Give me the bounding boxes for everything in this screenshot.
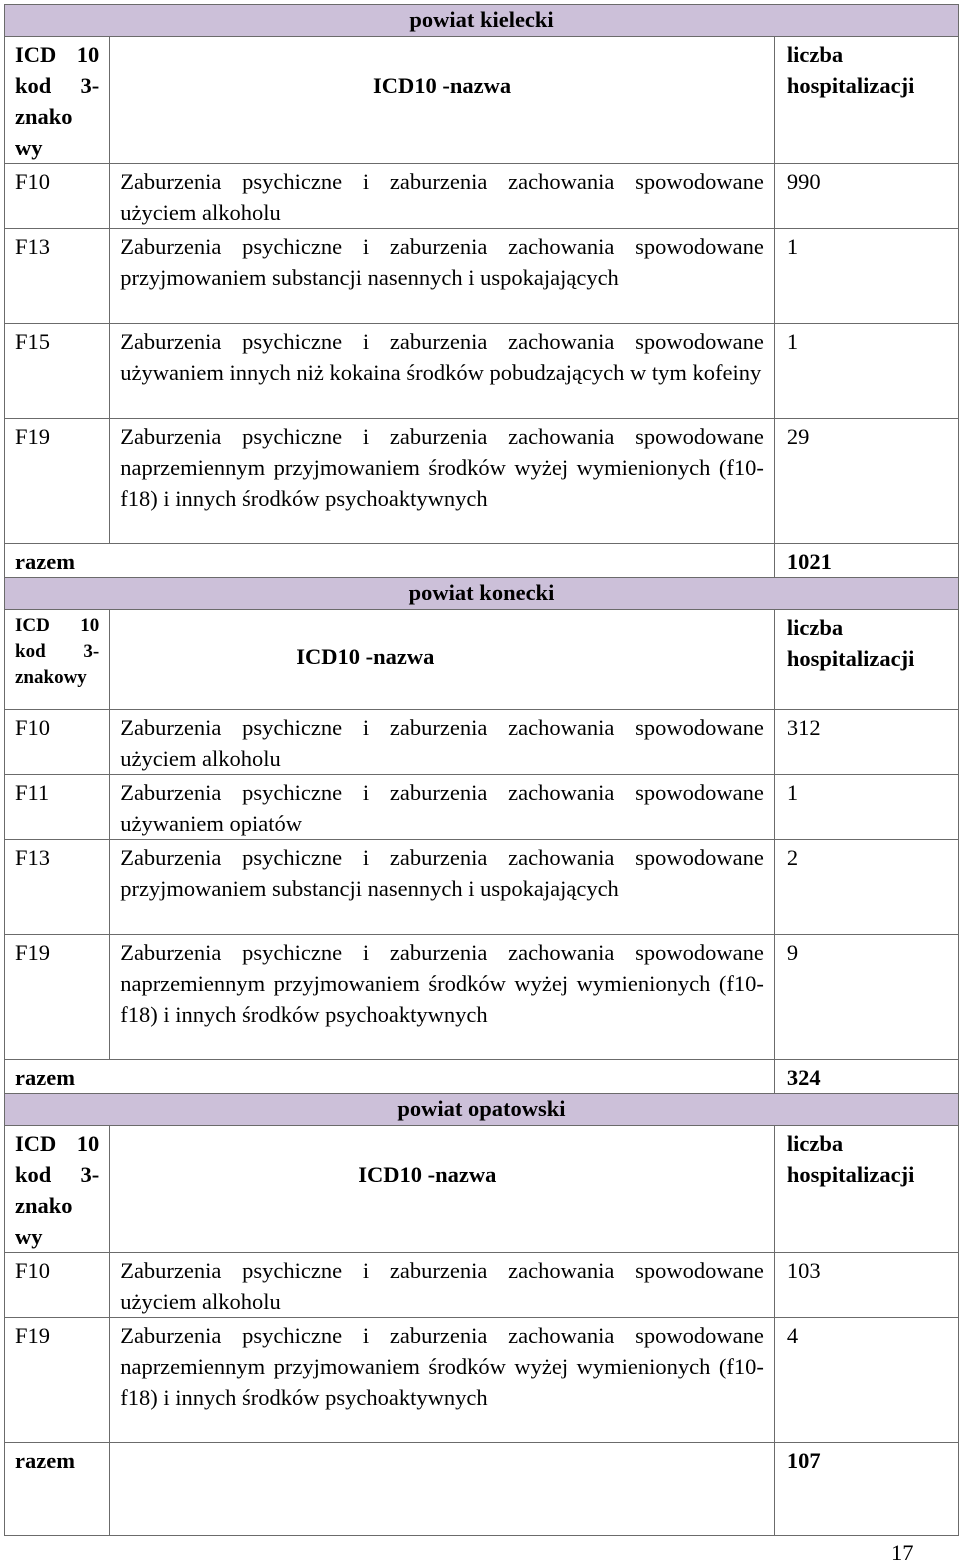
icd-code: F10 — [5, 164, 110, 229]
header-row — [5, 37, 959, 164]
hospitalization-count: 29 — [774, 419, 958, 544]
header-name: ICD10 -nazwa — [110, 37, 775, 164]
header-count: liczba hospitalizacji — [774, 610, 958, 710]
header-count: liczba hospitalizacji — [774, 37, 958, 164]
hospitalization-count: 9 — [774, 935, 958, 1060]
table-row — [5, 1318, 959, 1443]
section-title-row — [5, 578, 959, 610]
icd-code: F19 — [5, 1318, 110, 1443]
header-name: ICD10 -nazwa — [110, 1126, 775, 1253]
section-title-row — [5, 5, 959, 37]
document-page — [4, 4, 959, 1536]
hospitalization-count: 4 — [774, 1318, 958, 1443]
icd-code: F13 — [5, 840, 110, 935]
icd-code: F11 — [5, 775, 110, 840]
icd-code: F15 — [5, 324, 110, 419]
icd-name: Zaburzenia psychiczne i zaburzenia zachowania spowodowane używaniem innych niż kokaina środków pobudzających w tym kofeiny — [110, 324, 775, 419]
hospitalization-count: 1 — [774, 229, 958, 324]
total-spacer — [110, 1443, 775, 1536]
icd-name: Zaburzenia psychiczne i zaburzenia zachowania spowodowane naprzemiennym przyjmowaniem środków wyżej wymienionych (f10-f18) i innych środków psychoaktywnych — [110, 419, 775, 544]
hospitalization-count: 1 — [774, 324, 958, 419]
total-label: razem — [5, 1060, 775, 1094]
icd-name: Zaburzenia psychiczne i zaburzenia zachowania spowodowane użyciem alkoholu — [110, 710, 775, 775]
total-value: 324 — [774, 1060, 958, 1094]
icd-code: F19 — [5, 935, 110, 1060]
header-name: ICD10 -nazwa — [110, 610, 775, 710]
header-row — [5, 610, 959, 710]
section-title: powiat opatowski — [5, 1094, 959, 1126]
hospitalization-count: 2 — [774, 840, 958, 935]
icd-name: Zaburzenia psychiczne i zaburzenia zachowania spowodowane przyjmowaniem substancji nasennych i uspokajających — [110, 840, 775, 935]
icd-code: F10 — [5, 1253, 110, 1318]
icd-code: F13 — [5, 229, 110, 324]
page-number: 17 — [891, 1540, 914, 1565]
total-label: razem — [5, 1443, 110, 1536]
hospitalization-count: 103 — [774, 1253, 958, 1318]
header-code: ICD 10 kod 3-znako wy — [5, 1126, 110, 1253]
total-label: razem — [5, 544, 775, 578]
hospitalization-count: 1 — [774, 775, 958, 840]
icd-name: Zaburzenia psychiczne i zaburzenia zachowania spowodowane używaniem opiatów — [110, 775, 775, 840]
table-row — [5, 419, 959, 544]
total-row — [5, 1060, 959, 1094]
section-title-row — [5, 1094, 959, 1126]
icd-name: Zaburzenia psychiczne i zaburzenia zachowania spowodowane naprzemiennym przyjmowaniem środków wyżej wymienionych (f10-f18) i innych środków psychoaktywnych — [110, 935, 775, 1060]
icd-name: Zaburzenia psychiczne i zaburzenia zachowania spowodowane użyciem alkoholu — [110, 1253, 775, 1318]
table-row — [5, 840, 959, 935]
section-title: powiat konecki — [5, 578, 959, 610]
icd-name: Zaburzenia psychiczne i zaburzenia zachowania spowodowane przyjmowaniem substancji nasennych i uspokajających — [110, 229, 775, 324]
table-row — [5, 775, 959, 840]
table-row — [5, 1253, 959, 1318]
header-count: liczba hospitalizacji — [774, 1126, 958, 1253]
icd-code: F19 — [5, 419, 110, 544]
icd-code: F10 — [5, 710, 110, 775]
header-code: ICD 10 kod 3-znako wy — [5, 37, 110, 164]
hospitalization-count: 312 — [774, 710, 958, 775]
header-row — [5, 1126, 959, 1253]
header-code: ICD 10 kod 3-znakowy — [5, 610, 110, 710]
table-row — [5, 324, 959, 419]
section-title: powiat kielecki — [5, 5, 959, 37]
total-row — [5, 1443, 959, 1536]
icd-name: Zaburzenia psychiczne i zaburzenia zachowania spowodowane użyciem alkoholu — [110, 164, 775, 229]
hospitalization-count: 990 — [774, 164, 958, 229]
table-row — [5, 710, 959, 775]
total-value: 1021 — [774, 544, 958, 578]
table-row — [5, 164, 959, 229]
table-row — [5, 229, 959, 324]
total-value: 107 — [774, 1443, 958, 1536]
icd-name: Zaburzenia psychiczne i zaburzenia zachowania spowodowane naprzemiennym przyjmowaniem środków wyżej wymienionych (f10-f18) i innych środków psychoaktywnych — [110, 1318, 775, 1443]
hospitalization-table — [4, 4, 959, 1536]
table-row — [5, 935, 959, 1060]
total-row — [5, 544, 959, 578]
